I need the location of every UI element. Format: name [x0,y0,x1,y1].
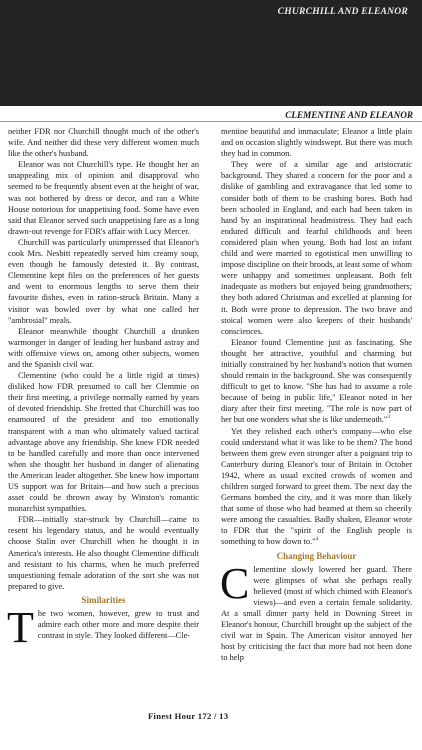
paragraph: mentine beautiful and immaculate; Eleanor a little plain and on occasion slightly windswept. But there was much they had in common. [221,127,412,159]
paragraph-dropcap [220,558,412,664]
paragraph: Eleanor meanwhile thought Churchill a drunken warmonger in danger of leading her husband astray and with offensive views on, among other subjects, women and the Spanish civil war. [8,326,199,369]
paragraph: Eleanor was not Churchill's type. He thought her an unappealing mix of opinion and disapproval who seemed to be frequently absent even at the height of war, was not bothered by dress or decor, and ran a White House notorious for unappetising food. Some have even said that Eleanor served such unappetising fare as a long drawn-out revenge for FDR's affair with Lucy Mercer. [8,160,199,236]
paragraph: Clementine (who could be a little rigid at times) disliked how FDR presumed to call her Clemmie on their first meeting, a privilege normally earned by years of devoted friendship. She fretted that Churchill was too enamoured of the president and too emotionally transparent with a man who ultimately valued tactical advantage above any friendship. She knew FDR needed to be handled carefully and more than once intervened when she thought her husband in danger of alienating the American leader altogether. She knew how important US support was for Britain—and how such a precious asset could be thrown away by Winston's romantic monarchist sympathies. [8,371,199,514]
paragraph-text: he two women, however, grew to trust and admire each other more and more despite their contrast in style. They looked different—Cle- [37,609,199,641]
header-rule [0,121,422,122]
paragraph-text: Eleanor found Clementine just as fascinating. She thought her attractive, youthful and charming but initially constrained by her husband's notion that women should remain in the background. She was consequently difficult to get to know. "She has had to assume a role because of being in public life," Eleanor noted in her diary after their first meeting. "The role is now part of her but one wonders what she is like underneath." [221,337,412,425]
paragraph [221,337,412,426]
paragraph: Churchill was particularly unimpressed that Eleanor's cook Mrs. Nesbitt repeatedly served him creamy soup, even though he famously detested it. By contrast, Clementine kept files on the preferences of her guests and went to enormous lengths to serve them their favourite dishes, even in ration-struck Britain. Many a visitor was bowled over by what one called her "ambrosial" meals. [8,237,199,325]
paragraph [221,426,412,548]
paragraph: neither FDR nor Churchill thought much of the other's wife. And neither did these very different women much like the other's husband. [8,127,199,159]
top-banner [0,0,422,106]
paragraph: FDR—initially star-struck by Churchill—came to resent his legendary status, and he would eventually choose Stalin over Churchill when he thought it in America's interests. He also thought Clementine difficult and resistant to his charms, when he much preferred unquestioning female adoration of the sort she was not prepared to give. [8,515,199,591]
footnote-ref: 3 [387,414,391,421]
running-head: CLEMENTINE AND ELEANOR [285,110,413,120]
right-column [221,126,412,664]
paragraph: They were of a similar age and aristocratic background. They shared a concern for the poor and a dislike of gambling and extravagance that led some to consider both of them to be crashing bores. Both had been schooled in England, and each had been taken in hand by an inspirational headmistress. They had each endured difficult and fearful childhoods and been considered plain when young. Both had lost an infant child and were married to egotistical men unwilling to impose discipline on their broods, at least some of whom were unhappy and sometimes unpleasant. Both felt inadequate as mothers but enjoyed being grandmothers; they both adored Christmas and excelled at planning for it. Both were prone to depression. The two brave and stoical women were also keepers of their husbands' consciences. [221,160,412,336]
section-heading-changing-behaviour: Changing Behaviour [276,550,357,561]
paragraph-text: lementine slowly lowered her guard. There were glimpses of what she perhaps really believed (most of which chimed with Eleanor's views)—and even a certain female solidarity. At a small dinner party held in Downing Street in Eleanor's honour, Churchill brought up the subject of the civil war in Spain. The American visitor annoyed her host by criticising the fact that more had not been done to help [221,564,412,663]
page-folio: Finest Hour 172 / 13 [148,711,229,721]
section-heading-similarities: Similarities [81,594,126,605]
drop-cap: T [7,603,34,653]
paragraph-dropcap [7,603,199,653]
banner-title: CHURCHILL AND ELEANOR [277,6,408,17]
footnote-ref: 4 [315,536,319,543]
paragraph-text: Yet they relished each other's company—who else could understand what it was like to be them? The bond between them grew even stronger after a poignant trip to Canterbury during Eleanor's tour of Britain in October 1942, where as usual excited crowds of women and children surged forward to greet them. The next day the Germans bombed the city, and it was more than likely that some of those who had beamed at them so cheerily were among the casualties. Badly shaken, Eleanor wrote to FDR that the "spirit of the English people is something to bow down to." [221,426,412,547]
left-column [7,126,199,653]
drop-cap: C [220,558,250,608]
